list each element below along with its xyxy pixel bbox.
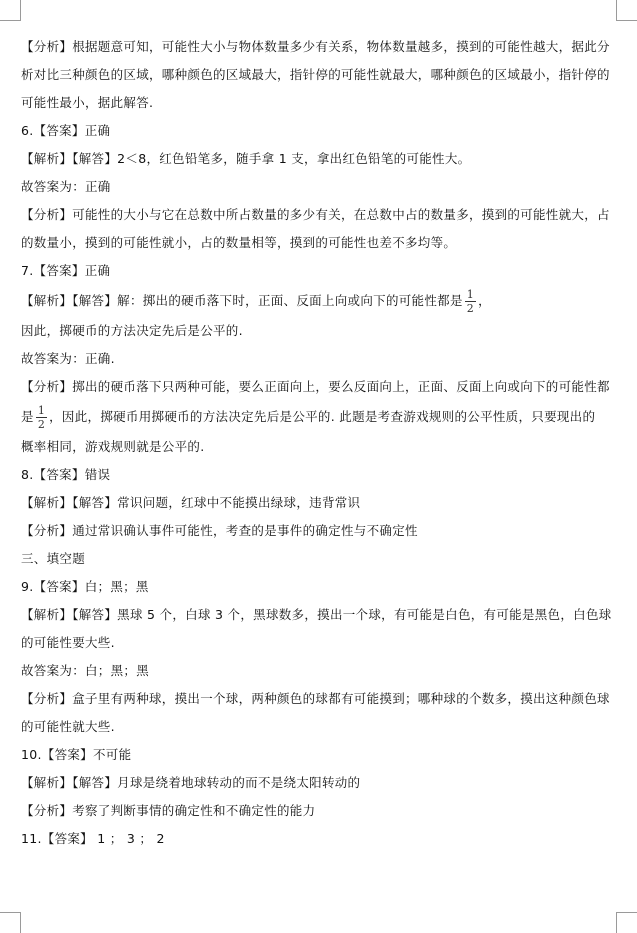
text-line: 析对比三种颜色的区域，哪种颜色的区域最大，指针停的可能性就最大，哪种颜色的区域最小，指针停的 [21,67,610,82]
text-line: 【分析】盒子里有两种球，摸出一个球，两种颜色的球都有可能摸到；哪种球的个数多，摸出这种颜色球 [21,691,610,706]
text-line: 【分析】掷出的硬币落下只两种可能，要么正面向上，要么反面向上，正面、反面上向或向下的可能性都 [21,379,610,394]
answer-heading: 9.【答案】白；黑；黑 [21,579,149,594]
text-segment: 【解析】【解答】解：掷出的硬币落下时，正面、反面上向或向下的可能性都是 [21,293,463,308]
answer-heading: 6.【答案】正确 [21,123,111,138]
text-line: 的可能性要大些. [21,635,115,650]
answer-heading: 10.【答案】不可能 [21,747,132,762]
text-line: 【解析】【解答】常识问题，红球中不能摸出绿球，违背常识 [21,495,361,510]
text-line: 可能性最小，据此解答. [21,95,154,110]
page-corner-mark [0,912,21,933]
fraction-denominator: 2 [466,302,475,315]
text-segment: 是 [21,409,34,424]
fraction [36,405,47,430]
page-corner-mark [616,912,637,933]
text-line: 【解析】【解答】2＜8，红色铅笔多，随手拿 1 支，拿出红色铅笔的可能性大。 [21,151,471,166]
text-line-with-fraction [21,285,611,317]
text-line: 【解析】【解答】月球是绕着地球转动的而不是绕太阳转动的 [21,775,361,790]
text-line: 【解析】【解答】黑球 5 个，白球 3 个，黑球数多，摸出一个球，有可能是白色，有可能是黑色，白色球 [21,607,612,622]
text-line: 的数量小，摸到的可能性就小，占的数量相等，摸到的可能性也差不多均等。 [21,235,457,250]
text-segment: ， [478,293,491,308]
text-segment: ，因此，掷硬币用掷硬币的方法决定先后是公平的. 此题是考查游戏规则的公平性质，只要现出的 [49,409,596,424]
text-line: 【分析】根据题意可知，可能性大小与物体数量多少有关系，物体数量越多，摸到的可能性越大，据此分 [21,39,610,54]
text-line: 故答案为：正确. [21,351,115,366]
answer-heading: 8.【答案】错误 [21,467,111,482]
text-line: 概率相同，游戏规则就是公平的. [21,439,205,454]
text-line: 【分析】可能性的大小与它在总数中所占数量的多少有关，在总数中占的数量多，摸到的可能性就大，占 [21,207,610,222]
text-line: 【分析】考察了判断事情的确定性和不确定性的能力 [21,803,316,818]
document-body [21,33,611,853]
text-line: 故答案为：正确 [21,179,111,194]
page-corner-mark [0,0,21,21]
section-heading: 三、填空题 [21,551,86,566]
fraction-numerator: 1 [466,288,475,301]
fraction [465,289,476,314]
page-corner-mark [616,0,637,21]
text-line: 【分析】通过常识确认事件可能性，考查的是事件的确定性与不确定性 [21,523,418,538]
answer-heading: 11.【答案】 1 ； 3 ； 2 [21,831,165,846]
answer-heading: 7.【答案】正确 [21,263,111,278]
text-line: 因此，掷硬币的方法决定先后是公平的. [21,323,243,338]
text-line-with-fraction [21,401,611,433]
fraction-numerator: 1 [37,404,46,417]
fraction-denominator: 2 [37,418,46,431]
text-line: 的可能性就大些. [21,719,115,734]
text-line: 故答案为：白；黑；黑 [21,663,150,678]
